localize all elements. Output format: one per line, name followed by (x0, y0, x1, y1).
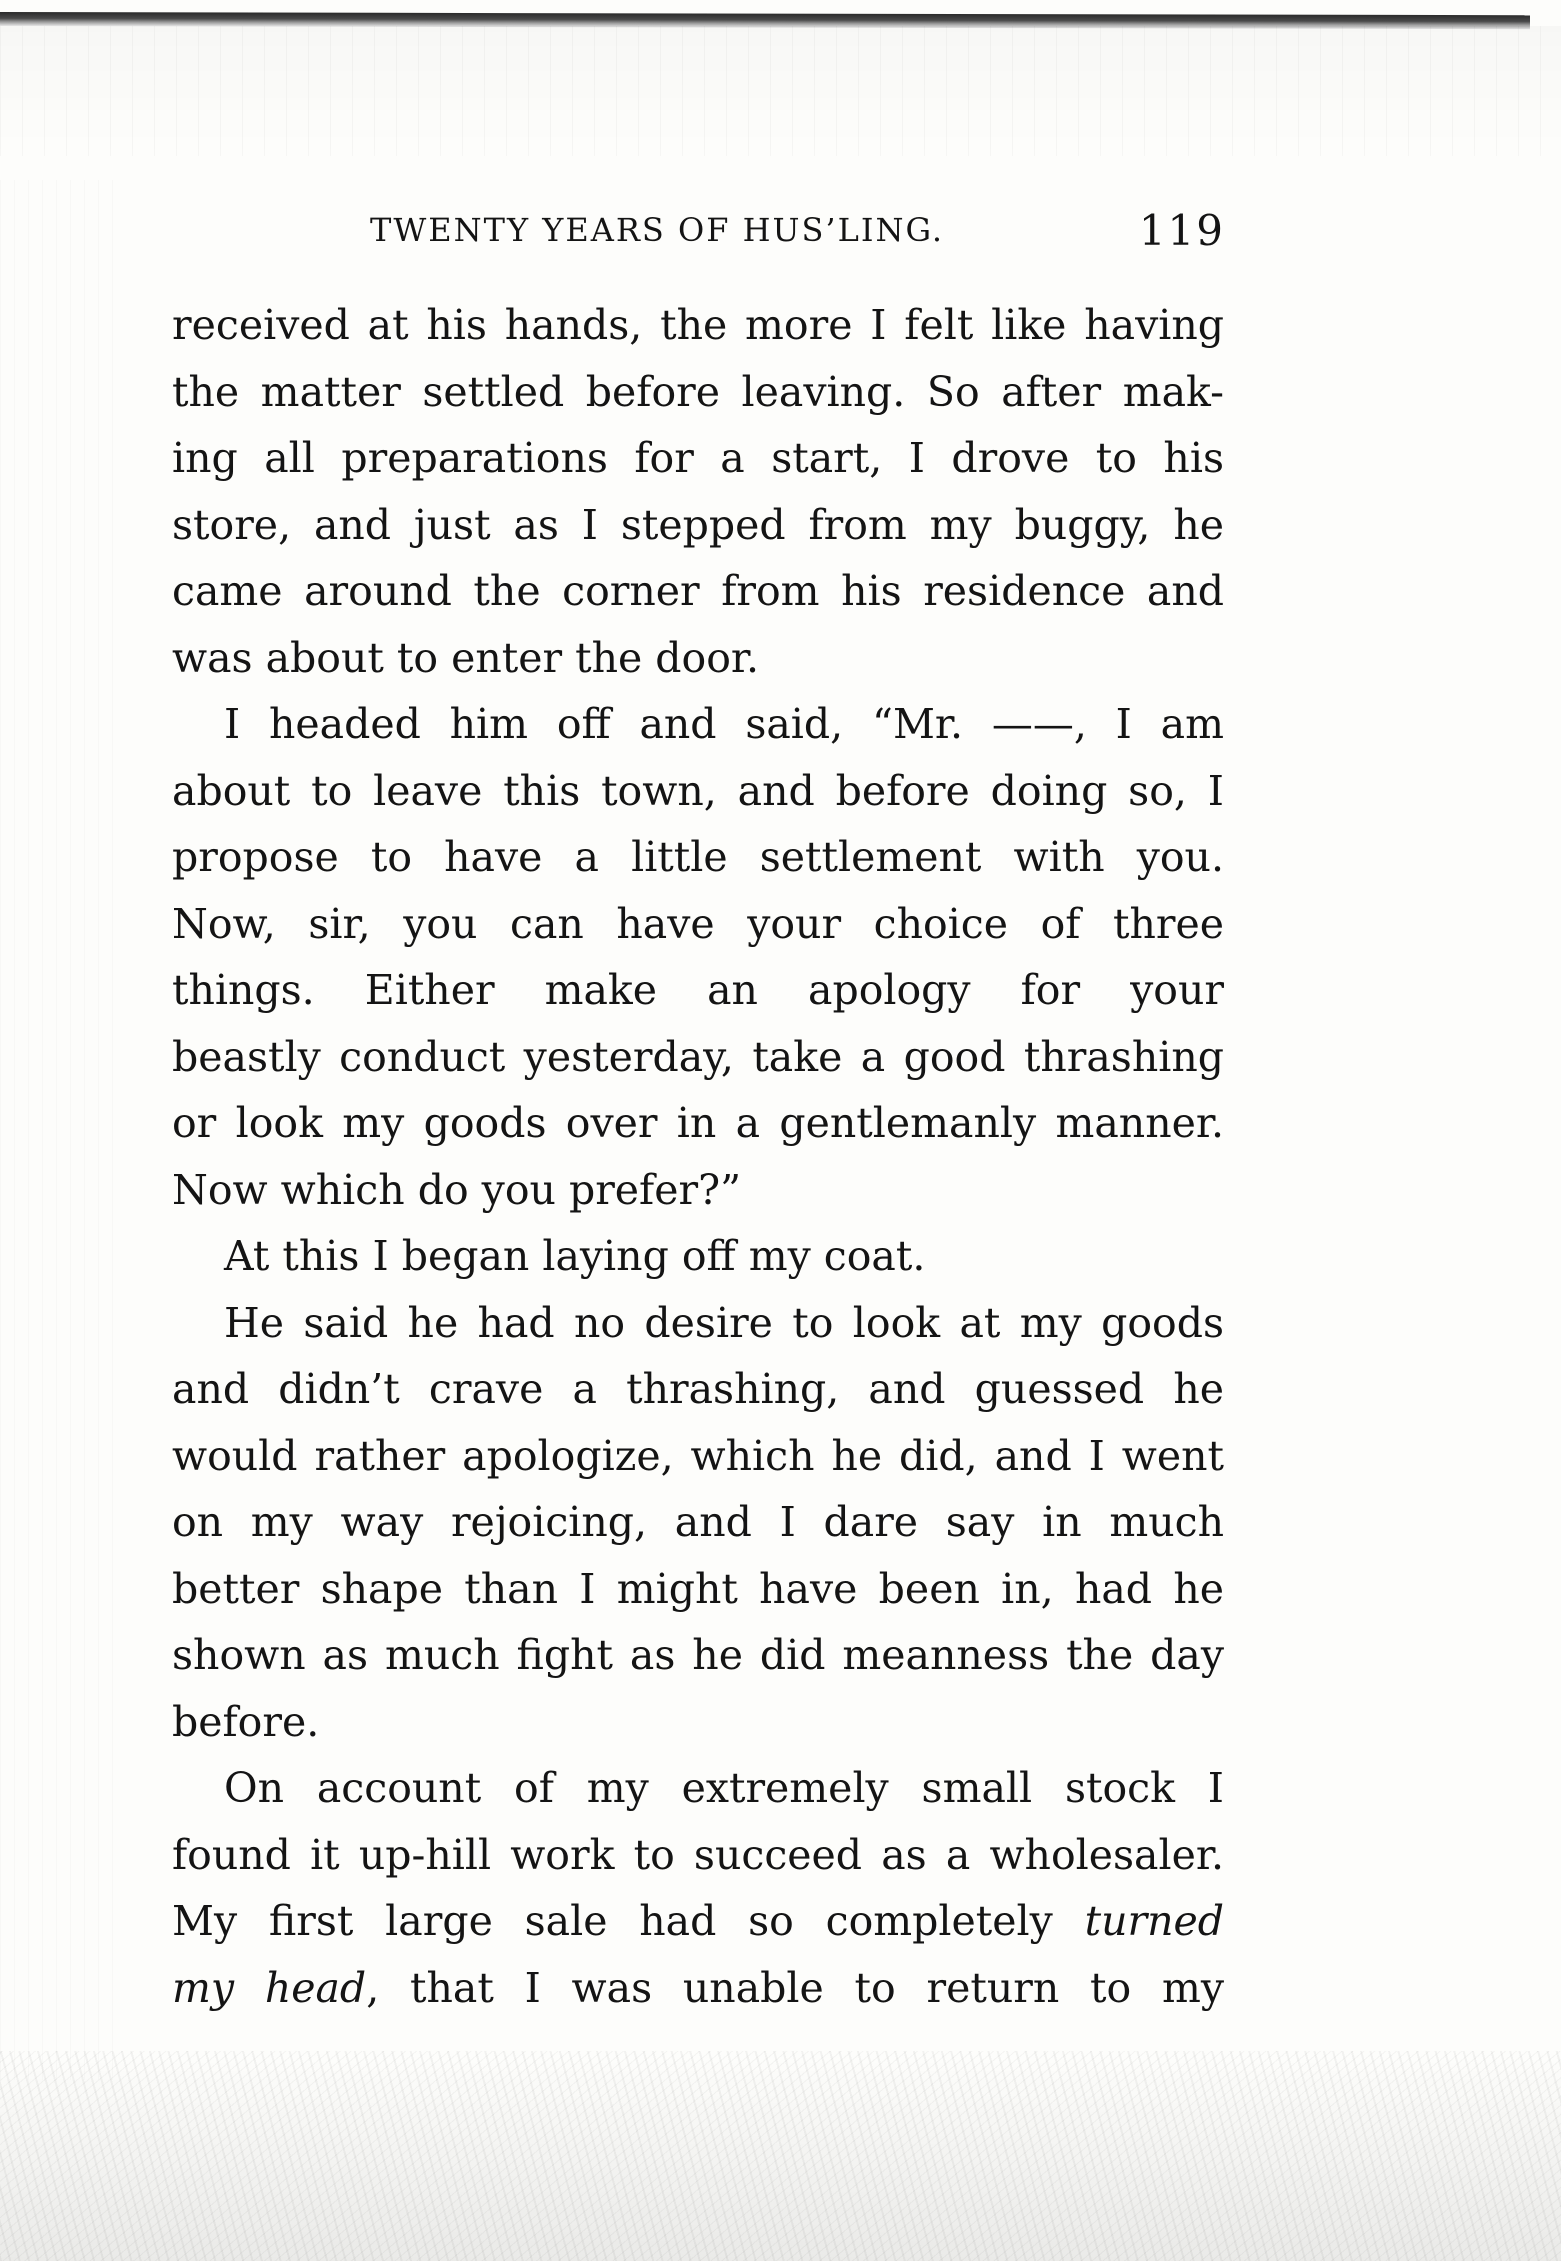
paper-texture-bottom (0, 2051, 1561, 2261)
text-segment: , that I was unable to return to my (366, 1963, 1225, 2012)
text-line: came around the corner from his residence and (172, 567, 1224, 615)
text-line: Now which do you prefer?” (172, 1165, 742, 1214)
paragraph-start: On account of my extremely small stock I (224, 1764, 1224, 1812)
text-line: received at his hands, the more I felt like having (172, 301, 1224, 349)
italic-phrase: my head (172, 1963, 367, 2012)
paragraph-start: At this I began laying off my coat. (224, 1232, 926, 1280)
text-line: shown as much fight as he did meanness the day (172, 1631, 1224, 1679)
text-line: store, and just as I stepped from my buggy, he (172, 500, 1224, 549)
text-line: found it up-hill work to succeed as a wholesaler. (172, 1830, 1224, 1879)
paper-texture-left (0, 180, 120, 2080)
text-line: the matter settled before leaving. So after mak- (172, 367, 1224, 416)
paragraph-start: He said he had no desire to look at my goods (224, 1298, 1224, 1347)
paragraph-start: I headed him off and said, “Mr. ——, I am (224, 700, 1224, 748)
page-header (370, 205, 1225, 265)
italic-phrase: turned (1084, 1897, 1224, 1945)
running-head: TWENTY YEARS OF HUS’LING. (370, 211, 945, 249)
text-line: beastly conduct yesterday, take a good thrashing (172, 1032, 1224, 1081)
text-line: before. (172, 1697, 320, 1746)
text-line: things. Either make an apology for your (172, 966, 1224, 1014)
text-line: better shape than I might have been in, had he (172, 1564, 1224, 1613)
text-line (172, 1888, 1224, 1955)
text-line: on my way rejoicing, and I dare say in much (172, 1498, 1224, 1546)
text-line: propose to have a little settlement with you. (172, 833, 1224, 881)
text-line: and didn’t crave a thrashing, and guessed he (172, 1365, 1224, 1413)
page-number: 119 (1138, 206, 1225, 255)
body-text (172, 292, 1224, 2021)
text-line: would rather apologize, which he did, and I went (172, 1431, 1224, 1480)
paper-texture-top (0, 26, 1561, 156)
text-segment: My first large sale had so completely (172, 1897, 1085, 1945)
text-line: about to leave this town, and before doing so, I (172, 766, 1224, 815)
text-line (172, 1955, 1224, 2022)
text-line: was about to enter the door. (172, 633, 760, 682)
text-line: or look my goods over in a gentlemanly manner. (172, 1099, 1224, 1147)
text-line: Now, sir, you can have your choice of three (172, 899, 1224, 948)
text-line: ing all preparations for a start, I drove to his (172, 434, 1224, 482)
